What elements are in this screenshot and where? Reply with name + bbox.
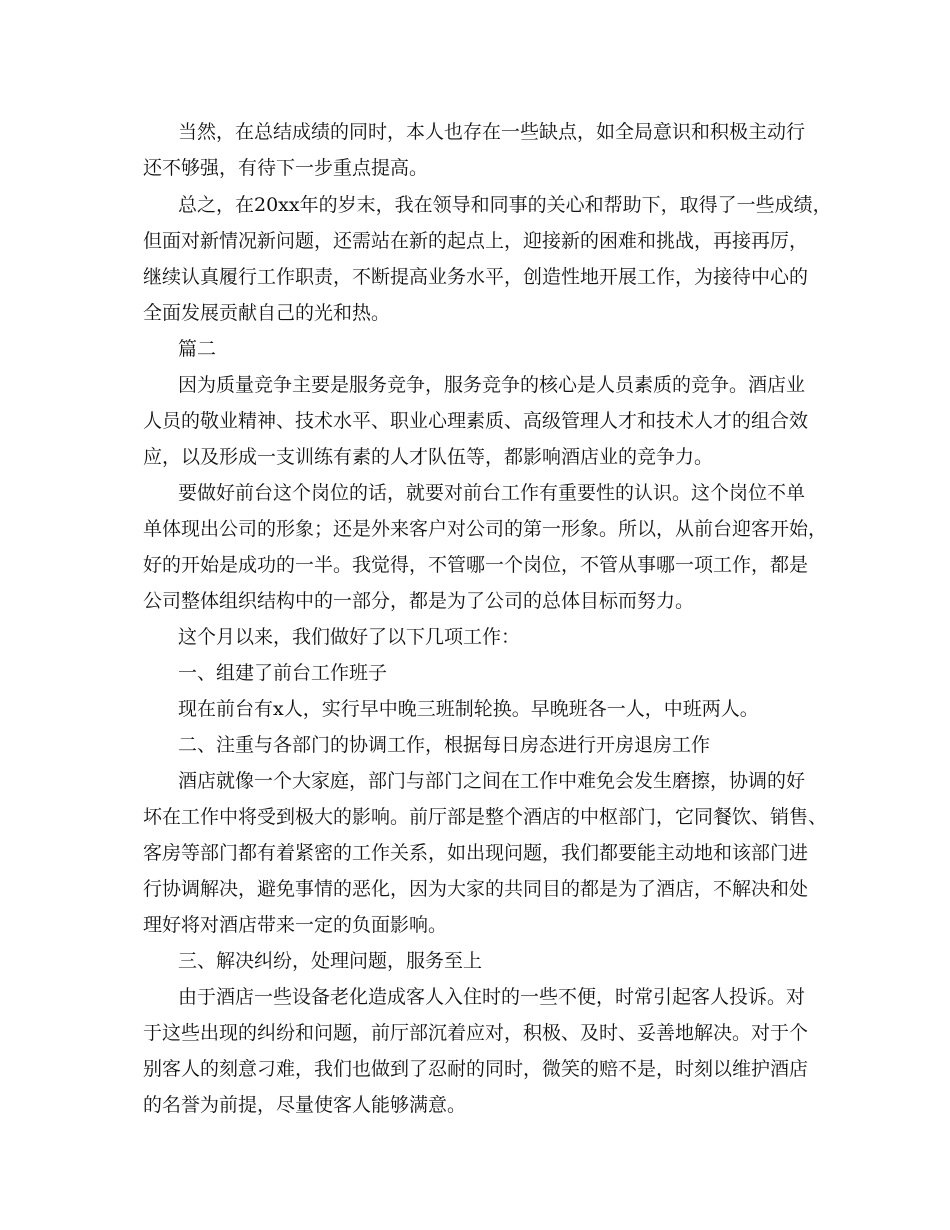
text-line: 应，以及形成一支训练有素的人才队伍等，都影响酒店业的竞争力。 [143,446,714,468]
text-line: 别客人的刻意刁难，我们也做到了忍耐的同时，微笑的赔不是，时刻以维护酒店 [143,1058,809,1080]
text-line: 还不够强，有待下一步重点提高。 [143,157,429,179]
text-line: 好的开始是成功的一半。我觉得，不管哪一个岗位，不管从事哪一项工作，都是 [143,554,809,576]
list-heading: 三、解决纠纷，处理问题，服务至上 [178,950,483,972]
text-line: 现在前台有x人，实行早中晚三班制轮换。早晚班各一人，中班两人。 [178,698,759,720]
text-line: 继续认真履行工作职责，不断提高业务水平，创造性地开展工作，为接待中心的 [143,266,809,288]
text-line: 理好将对酒店带来一定的负面影响。 [143,914,448,936]
text-line: 由于酒店一些设备老化造成客人入住时的一些不便，时常引起客人投诉。对 [178,986,806,1008]
text-line: 人员的敬业精神、技术水平、职业心理素质、高级管理人才和技术人才的组合效 [143,410,809,432]
text-line: 的名誉为前提，尽量使客人能够满意。 [143,1094,467,1116]
text-line: 要做好前台这个岗位的话，就要对前台工作有重要性的认识。这个岗位不单 [178,482,806,504]
text-line: 但面对新情况新问题，还需站在新的起点上，迎接新的困难和挑战，再接再厉， [143,230,809,252]
text-line: 行协调解决，避免事情的恶化，因为大家的共同目的都是为了酒店，不解决和处 [143,878,809,900]
text-line: 全面发展贡献自己的光和热。 [143,302,391,324]
text-line: 公司整体组织结构中的一部分，都是为了公司的总体目标而努力。 [143,590,695,612]
text-line: 客房等部门都有着紧密的工作关系，如出现问题，我们都要能主动地和该部门进 [143,842,809,864]
text-line: 这个月以来，我们做好了以下几项工作： [178,626,521,648]
text-line: 总之，在20xx年的岁末，我在领导和同事的关心和帮助下，取得了一些成绩， [178,194,832,216]
text-line: 单体现出公司的形象；还是外来客户对公司的第一形象。所以，从前台迎客开始， [143,518,828,540]
text-line: 于这些出现的纠纷和问题，前厅部沉着应对，积极、及时、妥善地解决。对于个 [143,1022,809,1044]
text-line: 因为质量竞争主要是服务竞争，服务竞争的核心是人员素质的竞争。酒店业 [178,374,806,396]
text-line: 坏在工作中将受到极大的影响。前厅部是整个酒店的中枢部门，它同餐饮、销售、 [143,806,828,828]
list-heading: 一、组建了前台工作班子 [178,662,388,684]
section-heading: 篇二 [178,338,217,360]
list-heading: 二、注重与各部门的协调工作，根据每日房态进行开房退房工作 [178,734,711,756]
text-line: 当然，在总结成绩的同时，本人也存在一些缺点，如全局意识和积极主动行 [178,121,806,143]
text-line: 酒店就像一个大家庭，部门与部门之间在工作中难免会发生磨擦，协调的好 [178,770,806,792]
